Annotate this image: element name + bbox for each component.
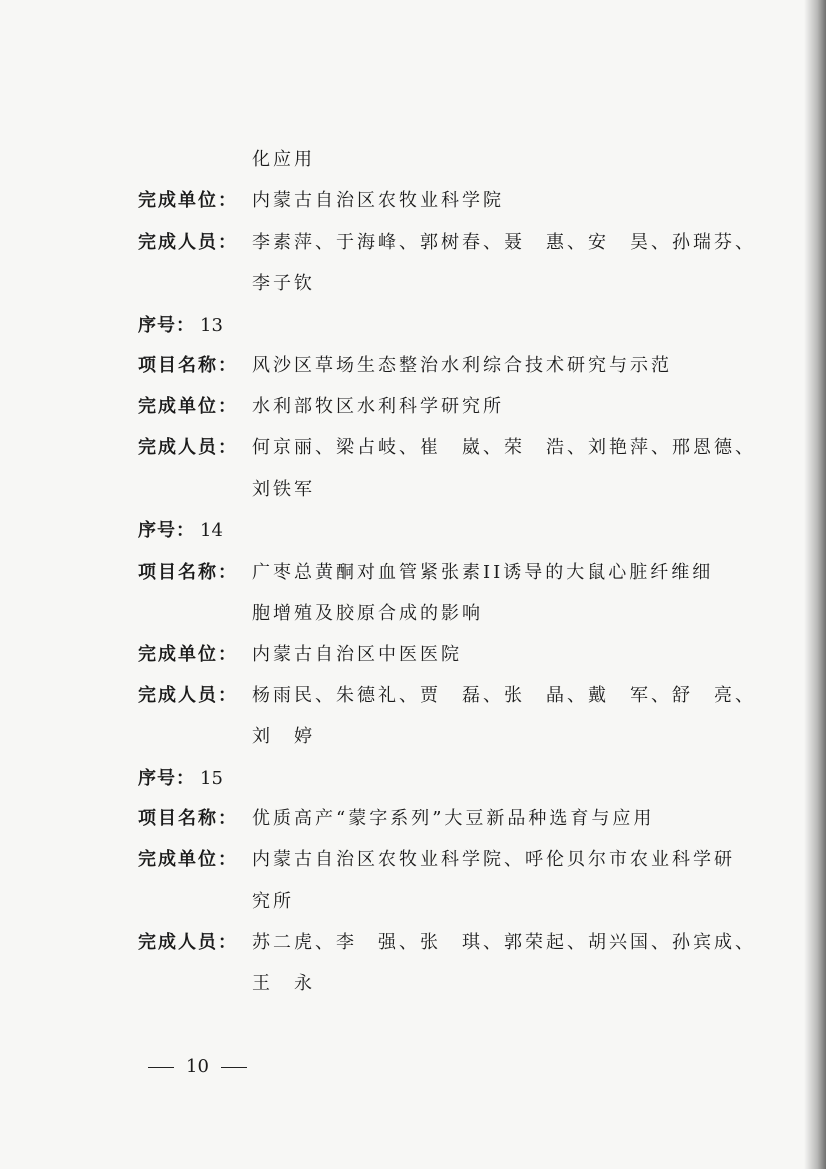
entry-15-people-2: 王 永 — [252, 973, 315, 994]
entry-12-name-continued: 化应用 — [252, 149, 315, 170]
entry-15-seq-label: 序号： — [138, 768, 195, 789]
entry-13-unit-line — [0, 392, 826, 422]
page-number: 10 — [186, 1056, 209, 1077]
footer-dash-left — [148, 1067, 174, 1068]
entry-14-people-1: 杨雨民、朱德礼、贾 磊、张 晶、戴 军、舒 亮、 — [252, 685, 756, 706]
entry-14-name-line-2 — [0, 599, 826, 629]
entry-15-unit-line-2 — [0, 887, 826, 917]
entry-14-name-1: 广枣总黄酮对血管紧张素II诱导的大鼠心脏纤维细 — [252, 562, 714, 583]
entry-15-name-line — [0, 804, 826, 834]
entry-13-name: 风沙区草场生态整治水利综合技术研究与示范 — [252, 355, 672, 376]
entry-14-name-label: 项目名称： — [138, 562, 238, 583]
footer-dash-right — [221, 1067, 247, 1068]
entry-12-unit-label: 完成单位： — [138, 190, 238, 211]
entry-15-name: 优质高产“蒙字系列”大豆新品种选育与应用 — [252, 808, 655, 829]
entry-12-unit: 内蒙古自治区农牧业科学院 — [252, 190, 504, 211]
entry-15-name-label: 项目名称： — [138, 808, 238, 829]
entry-14-seq-line — [0, 516, 826, 546]
entry-14-unit-line — [0, 640, 826, 670]
entry-13-name-line — [0, 351, 826, 381]
entry-15-unit-line — [0, 845, 826, 875]
entry-13-people-2: 刘铁军 — [252, 479, 315, 500]
entry-12-people-label: 完成人员： — [138, 232, 238, 253]
entry-13-people-line-2 — [0, 475, 826, 505]
entry-15-unit-2: 究所 — [252, 891, 294, 912]
entry-12-people-line — [0, 228, 826, 258]
entry-13-seq-label: 序号： — [138, 315, 195, 336]
entry-13-people-label: 完成人员： — [138, 437, 238, 458]
entry-12-people-2: 李子钦 — [252, 273, 315, 294]
entry-13-unit-label: 完成单位： — [138, 396, 238, 417]
entry-13-people-1: 何京丽、梁占岐、崔 崴、荣 浩、刘艳萍、邢恩德、 — [252, 437, 756, 458]
entry-12-people-1: 李素萍、于海峰、郭树春、聂 惠、安 昊、孙瑞芬、 — [252, 232, 756, 253]
entry-15-seq: 15 — [200, 768, 223, 789]
scan-edge-shadow — [804, 0, 826, 1169]
entry-12-people-line-2 — [0, 269, 826, 299]
entry-13-seq: 13 — [200, 315, 223, 336]
page-footer — [148, 1052, 247, 1082]
entry-14-people-label: 完成人员： — [138, 685, 238, 706]
entry-14-seq: 14 — [200, 520, 223, 541]
entry-14-seq-label: 序号： — [138, 520, 195, 541]
entry-14-people-2: 刘 婷 — [252, 726, 315, 747]
entry-15-people-1: 苏二虎、李 强、张 琪、郭荣起、胡兴国、孙宾成、 — [252, 932, 756, 953]
entry-12-unit-line — [0, 186, 826, 216]
entry-13-people-line — [0, 433, 826, 463]
entry-14-people-line — [0, 681, 826, 711]
entry-14-people-line-2 — [0, 722, 826, 752]
entry-15-unit-1: 内蒙古自治区农牧业科学院、呼伦贝尔市农业科学研 — [252, 849, 735, 870]
entry-15-people-line — [0, 928, 826, 958]
entry-13-unit: 水利部牧区水利科学研究所 — [252, 396, 504, 417]
entry-15-unit-label: 完成单位： — [138, 849, 238, 870]
entry-15-seq-line — [0, 764, 826, 794]
entry-14-unit: 内蒙古自治区中医医院 — [252, 644, 462, 665]
entry-13-seq-line — [0, 311, 826, 341]
entry-14-name-line — [0, 558, 826, 588]
entry-12-name-continued-line — [0, 145, 826, 175]
entry-13-name-label: 项目名称： — [138, 355, 238, 376]
entry-14-name-2: 胞增殖及胶原合成的影响 — [252, 603, 483, 624]
entry-15-people-line-2 — [0, 969, 826, 999]
entry-15-people-label: 完成人员： — [138, 932, 238, 953]
entry-14-unit-label: 完成单位： — [138, 644, 238, 665]
